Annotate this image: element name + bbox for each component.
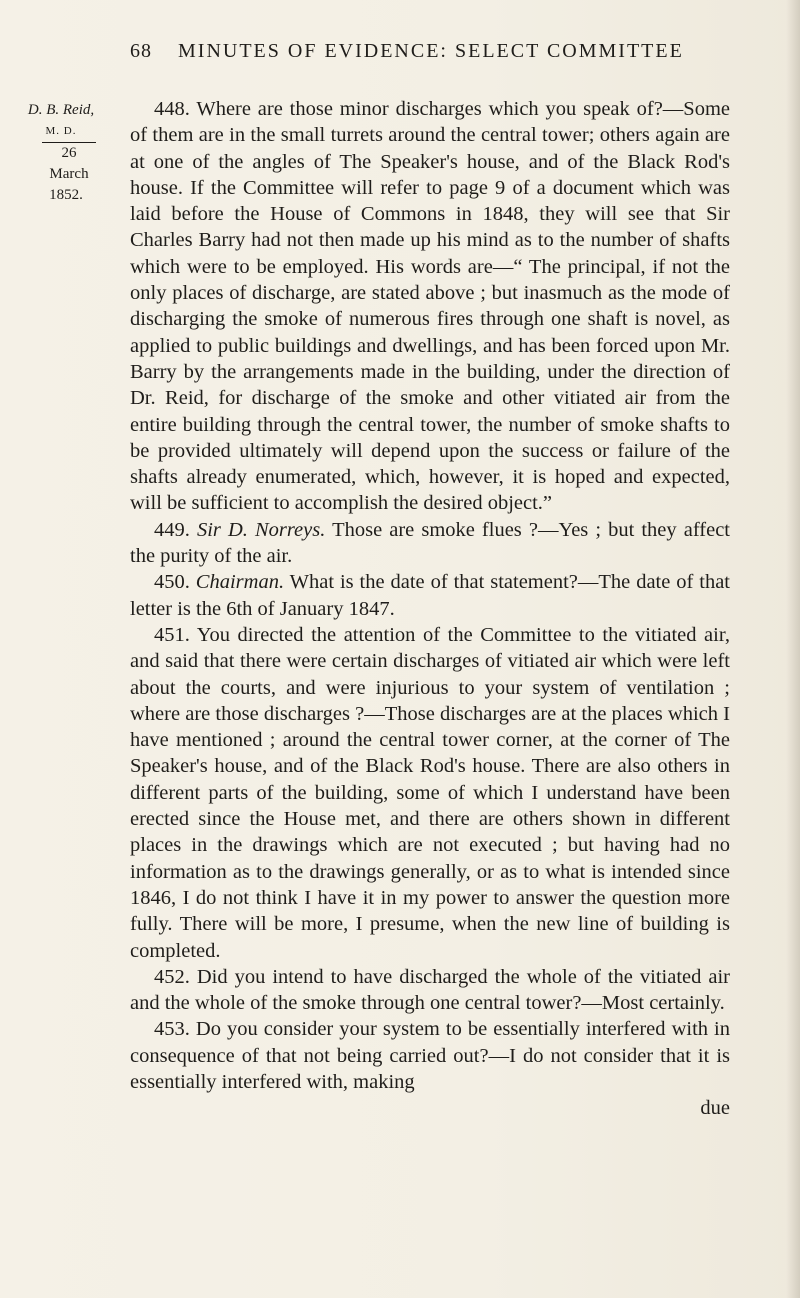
question-451 <box>130 622 730 964</box>
running-head-title: MINUTES OF EVIDENCE: SELECT COMMITTEE <box>178 40 684 62</box>
evidence-body <box>130 96 730 1122</box>
margin-note <box>20 100 102 206</box>
question-453 <box>130 1016 730 1095</box>
speaker-name: Sir D. Norreys. <box>196 518 326 541</box>
page-number: 68 <box>130 40 152 62</box>
question-text: You directed the attention of the Committee to the vitiated air, and said that there were certain discharges of vitiated air which were left about the courts, and were injurious to your system of ventilation ; where are those discharges ?—Those discharges are at the places which I have mentioned ; around the central tower corner, at the corner of The Speaker's house, and of the Black Rod's house. There are also others in different parts of the building, some of which I understand have been erected since the House met, and there are others shown in different places in the drawings which are not executed ; but having had no information as to the drawings generally, or as to what is intended since 1846, I do not think I have it in my power to answer the question more fully. There will be more, I presume, when the new line of building is completed. <box>130 623 730 962</box>
question-448 <box>130 96 730 517</box>
margin-degree: M. D. <box>45 125 77 137</box>
margin-date: 26 March <box>42 142 96 185</box>
speaker-name: Chairman. <box>195 571 285 594</box>
margin-witness: D. B. Reid, <box>27 102 95 118</box>
question-text: Do you consider your system to be essentially interfered with in consequence of that not being carried out?—I do not consider that it is essentially interfered with, making <box>130 1018 730 1093</box>
question-text: What is the date of that statement?—The date of that letter is the 6th of January 1847. <box>130 571 730 620</box>
question-number: 451. <box>154 623 190 646</box>
question-452 <box>130 964 730 1017</box>
question-number: 453. <box>154 1018 190 1041</box>
question-text: Those are smoke flues ?—Yes ; but they affect the purity of the air. <box>130 518 731 568</box>
question-text: Did you intend to have discharged the whole of the vitiated air and the whole of the smoke through one central tower?—Most certainly. <box>130 965 730 1015</box>
page-edge-shadow <box>786 0 800 1298</box>
question-450 <box>130 569 730 622</box>
question-text: Where are those minor discharges which you speak of?—Some of them are in the small turrets around the central tower; others again are at one of the angles of The Speaker's house, and of the Black Rod's house. If the Committee will refer to page 9 of a document which was laid before the House of Commons in 1848, they will see that Sir Charles Barry had not then made up his mind as to the number of shafts which were to be employed. His words are—“ The principal, if not the only places of discharge, are stated above ; but inasmuch as the mode of discharging the smoke of numerous fires through one shaft is novel, as applied to public buildings and dwellings, and has been forced upon Mr. Barry by the arrangements made in the building, under the direction of Dr. Reid, for discharge of the smoke and other vitiated air from the entire building through the central tower, the number of smoke shafts to be provided ultimately will depend upon the success or failure of the shafts already enumerated, which, however, it is hoped and expected, will be sufficient to accomplish the desired object.” <box>130 98 730 515</box>
question-449 <box>130 517 730 570</box>
margin-year: 1852. <box>49 187 83 203</box>
question-number: 448. <box>154 98 190 120</box>
question-number: 449. <box>154 518 190 541</box>
question-number: 450. <box>154 571 190 594</box>
running-head <box>130 40 690 63</box>
continuation-word: due <box>700 1097 730 1120</box>
question-number: 452. <box>154 965 190 988</box>
